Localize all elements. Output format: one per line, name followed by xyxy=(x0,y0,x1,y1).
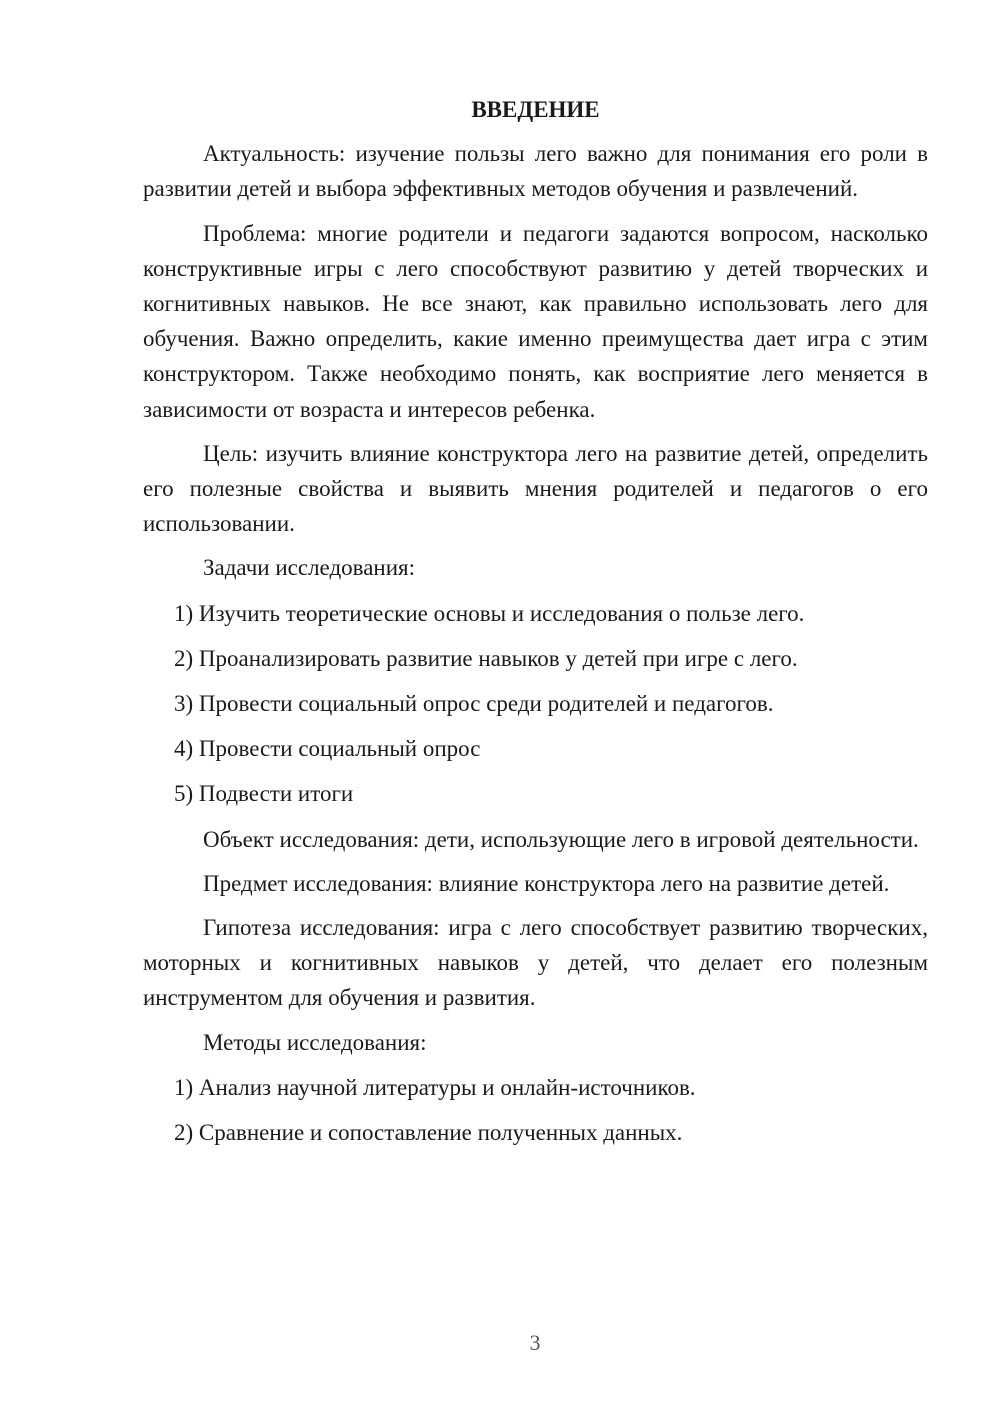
hypothesis-paragraph: Гипотеза исследования: игра с лего способствует развитию творческих, моторных и когнитивных навыков у детей, что делает его полезным инструментом для обучения и развития. xyxy=(143,915,928,1011)
list-item: 2) Сравнение и сопоставление полученных данных. xyxy=(174,1120,683,1146)
list-item: 2) Проанализировать развитие навыков у детей при игре с лего. xyxy=(174,645,798,671)
document-page xyxy=(143,92,928,1160)
list-item: 5) Подвести итоги xyxy=(174,781,354,807)
list-item: 4) Провести социальный опрос xyxy=(174,736,481,762)
problem-paragraph: Проблема: многие родители и педагоги задаются вопросом, насколько конструктивные игры с лего способствуют развитию у детей творческих и когнитивных навыков. Не все знают, как правильно использовать лего для обучения. Важно определить, какие именно преимущества дает игра с этим конструктором. Также необходимо понять, как восприятие лего меняется в зависимости от возраста и интересов ребенка. xyxy=(143,220,928,422)
tasks-list xyxy=(143,596,928,812)
object-paragraph: Объект исследования: дети, использующие лего в игровой деятельности. xyxy=(203,826,919,852)
list-item: 1) Изучить теоретические основы и исследования о пользе лего. xyxy=(174,600,805,626)
methods-list xyxy=(143,1070,928,1150)
relevance-paragraph: Актуальность: изучение пользы лего важно для понимания его роли в развитии детей и выбора эффективных методов обучения и развлечений. xyxy=(143,141,928,202)
page-title: ВВЕДЕНИЕ xyxy=(471,97,600,122)
list-item: 1) Анализ научной литературы и онлайн-источников. xyxy=(174,1074,696,1100)
goal-paragraph: Цель: изучить влияние конструктора лего на развитие детей, определить его полезные свойства и выявить мнения родителей и педагогов о его использовании. xyxy=(143,440,928,537)
methods-heading: Методы исследования: xyxy=(203,1029,427,1055)
list-item: 3) Провести социальный опрос среди родителей и педагогов. xyxy=(174,691,774,717)
subject-paragraph: Предмет исследования: влияние конструктора лего на развитие детей. xyxy=(203,870,890,896)
tasks-heading: Задачи исследования: xyxy=(203,555,416,581)
page-number: 3 xyxy=(529,1330,541,1355)
